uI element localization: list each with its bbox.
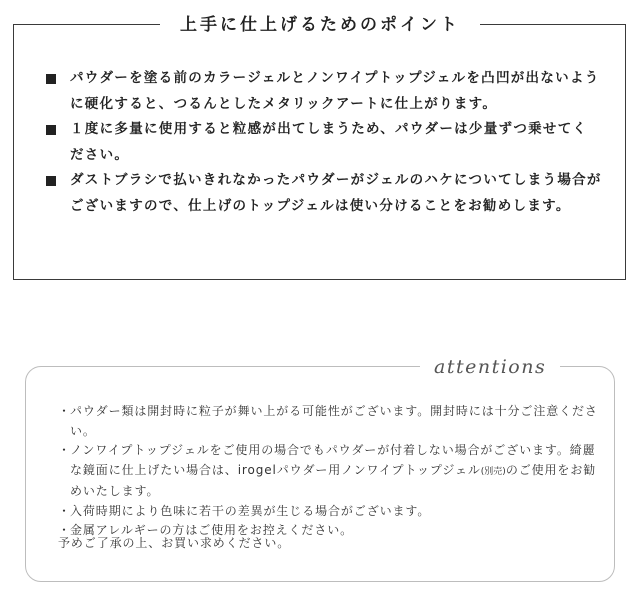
attention-text-after: のご使用をお勧めいたします。 — [70, 462, 597, 498]
attention-note-small: (別売) — [480, 466, 506, 477]
attentions-closing: 予めご了承の上、お買い求めください。 — [58, 536, 291, 550]
attention-item — [58, 402, 598, 441]
attention-text: 金属アレルギーの方はご使用をお控えください。 — [70, 523, 354, 537]
tip-item — [46, 66, 602, 117]
dot-bullet: ・ — [58, 443, 71, 457]
dot-bullet: ・ — [58, 503, 71, 518]
attention-text: 入荷時期により色味に若干の差異が生じる場合がございます。 — [70, 503, 431, 518]
attention-text: ノンワイプトップジェルをご使用の場合でもパウダーが付着しない場合がございます。綺麗な鏡面に仕上げたい場合は、irogelパウダー用ノンワイプトップジェル — [70, 443, 596, 477]
attention-item — [58, 502, 598, 522]
attention-text: パウダー類は開封時に粒子が舞い上がる可能性がございます。開封時には十分ご注意ください。 — [70, 404, 598, 438]
square-bullet-icon — [46, 176, 56, 186]
tip-text: １度に多量に使用すると粒感が出てしまうため、パウダーは少量ずつ乗せてください。 — [70, 121, 588, 163]
tip-text: パウダーを塗る前のカラージェルとノンワイプトップジェルを凸凹が出ないように硬化すると、つるんとしたメタリックアートに仕上がります。 — [70, 70, 600, 112]
tips-title-text: 上手に仕上げるためのポイント — [160, 15, 480, 35]
attentions-list — [58, 402, 598, 541]
tip-item — [46, 117, 602, 168]
tip-item — [46, 168, 602, 219]
dot-bullet: ・ — [58, 523, 71, 537]
tips-list — [46, 66, 602, 219]
attentions-title-wrap — [420, 352, 560, 382]
dot-bullet: ・ — [58, 404, 71, 418]
tip-text: ダストブラシで払いきれなかったパウダーがジェルのハケについてしまう場合がございますので、仕上げのトップジェルは使い分けることをお勧めします。 — [70, 172, 602, 214]
square-bullet-icon — [46, 125, 56, 135]
attention-item — [58, 441, 598, 502]
attentions-title: attentions — [434, 356, 547, 378]
tips-title — [0, 14, 640, 36]
square-bullet-icon — [46, 74, 56, 84]
